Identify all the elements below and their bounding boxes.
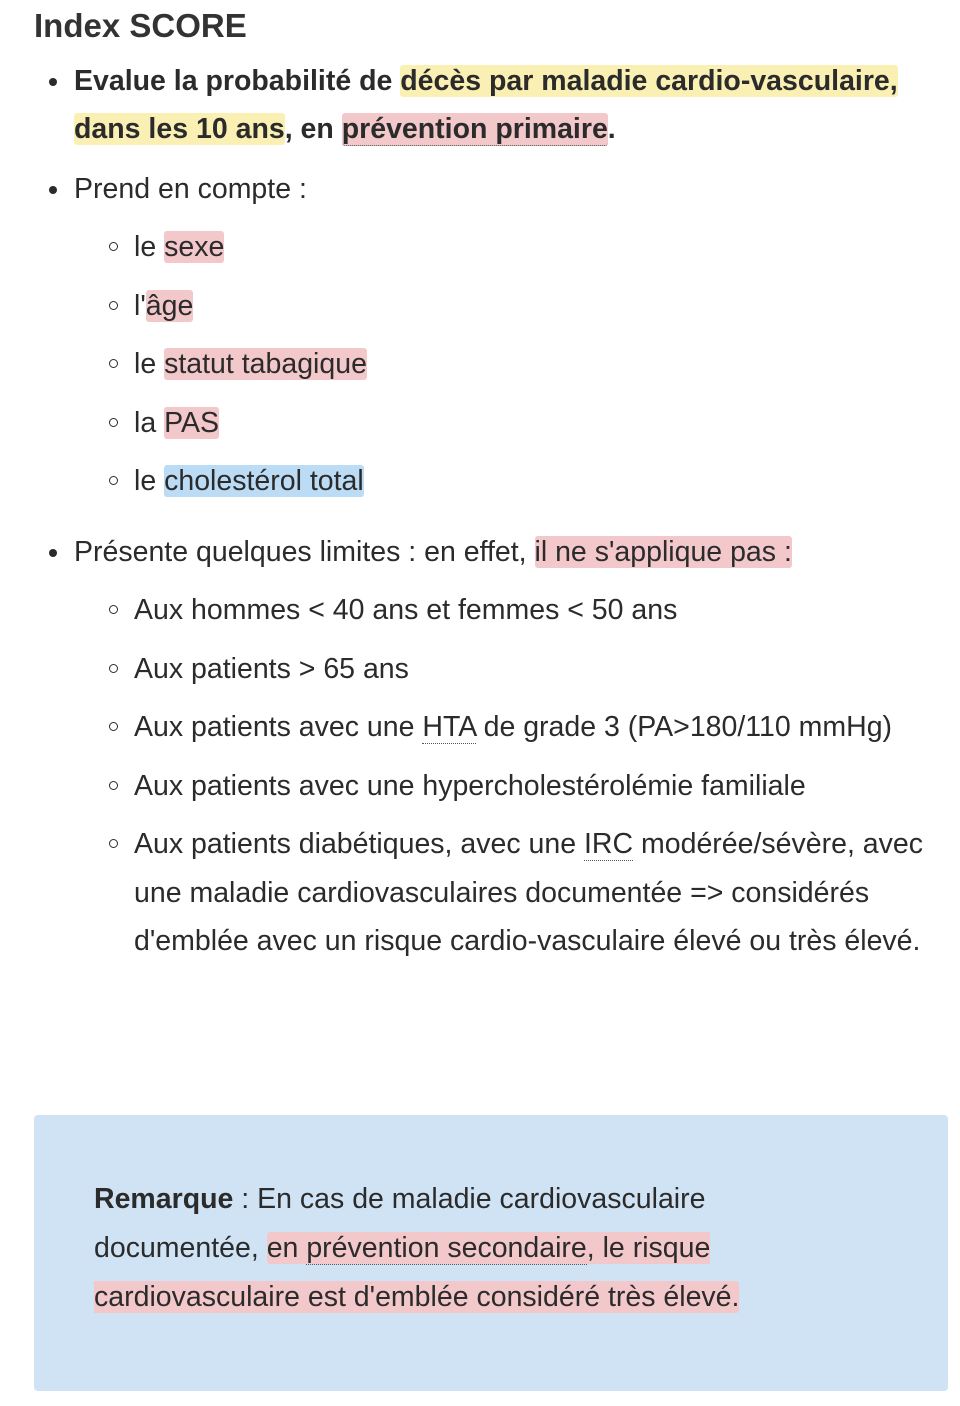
factor-item bbox=[134, 340, 924, 389]
factor-item bbox=[134, 457, 924, 506]
remarque-text bbox=[94, 1175, 854, 1322]
limits-list bbox=[134, 586, 924, 966]
item1-text-2: , en bbox=[284, 113, 342, 145]
limit-item-hypercholesterolemie: Aux patients avec une hypercholestérolémie familiale bbox=[134, 762, 924, 811]
highlight-10-ans: dans les 10 ans bbox=[74, 113, 285, 145]
factor-item bbox=[134, 282, 924, 331]
factor-term: statut tabagique bbox=[164, 348, 367, 380]
main-list bbox=[74, 57, 924, 153]
factor-item bbox=[134, 223, 924, 272]
list-item-limites bbox=[74, 528, 924, 576]
page-title: Index SCORE bbox=[34, 7, 247, 44]
limit-item-hta bbox=[134, 703, 924, 752]
abbr-hta[interactable]: HTA bbox=[422, 711, 476, 743]
limit-irc-text-a: Aux patients diabétiques, avec une bbox=[134, 828, 584, 860]
limit-hta-text-b: de grade 3 (PA>180/110 mmHg) bbox=[475, 711, 893, 743]
factor-prefix: la bbox=[134, 406, 165, 439]
abbr-irc[interactable]: IRC bbox=[583, 828, 634, 860]
limit-item-65: Aux patients > 65 ans bbox=[134, 645, 924, 694]
highlight-en: en bbox=[266, 1232, 307, 1264]
main-list-3 bbox=[74, 528, 924, 576]
highlight-rest: , le risque cardiovasculaire est d'emblée considéré très élevé. bbox=[94, 1232, 740, 1313]
term-prevention-secondaire[interactable]: prévention secondaire bbox=[306, 1232, 587, 1264]
factor-term: sexe bbox=[164, 231, 225, 263]
list-item-prend-en-compte: Prend en compte : bbox=[74, 165, 924, 213]
item1-text-1: Evalue la probabilité de bbox=[74, 65, 401, 97]
remarque-text-1: : En cas de maladie cardiovasculaire documentée, bbox=[94, 1183, 706, 1264]
factor-prefix: le bbox=[134, 465, 165, 497]
highlight-deces: décès par maladie cardio-vasculaire, bbox=[400, 65, 898, 97]
factors-list bbox=[134, 223, 924, 506]
factor-term: âge bbox=[145, 289, 194, 322]
main-list-2 bbox=[74, 165, 924, 213]
remarque-label: Remarque bbox=[94, 1183, 234, 1215]
factor-term: PAS bbox=[164, 406, 220, 439]
limit-hta-text-a: Aux patients avec une bbox=[134, 711, 423, 743]
factor-term: cholestérol total bbox=[164, 465, 364, 497]
limit-irc-text-b: modérée/sévère, avec une maladie cardiovasculaires documentée => considérés d'emblée avec un risque cardio-vasculaire élevé ou très élevé. bbox=[134, 828, 923, 957]
remarque-box bbox=[34, 1115, 948, 1391]
list-item-probability bbox=[74, 57, 924, 153]
factor-prefix: le bbox=[134, 348, 165, 380]
limites-text: Présente quelques limites : en effet, bbox=[74, 536, 535, 568]
limit-item-age: Aux hommes < 40 ans et femmes < 50 ans bbox=[134, 586, 924, 635]
factor-item bbox=[134, 399, 924, 448]
limit-item-diabetiques bbox=[134, 820, 924, 966]
factor-prefix: le bbox=[134, 231, 165, 263]
factor-prefix: l' bbox=[134, 289, 146, 322]
highlight-ne-s-applique-pas: il ne s'applique pas : bbox=[534, 536, 792, 568]
item1-text-3: . bbox=[607, 113, 616, 145]
highlight-prevention-primaire[interactable]: prévention primaire bbox=[341, 113, 608, 145]
